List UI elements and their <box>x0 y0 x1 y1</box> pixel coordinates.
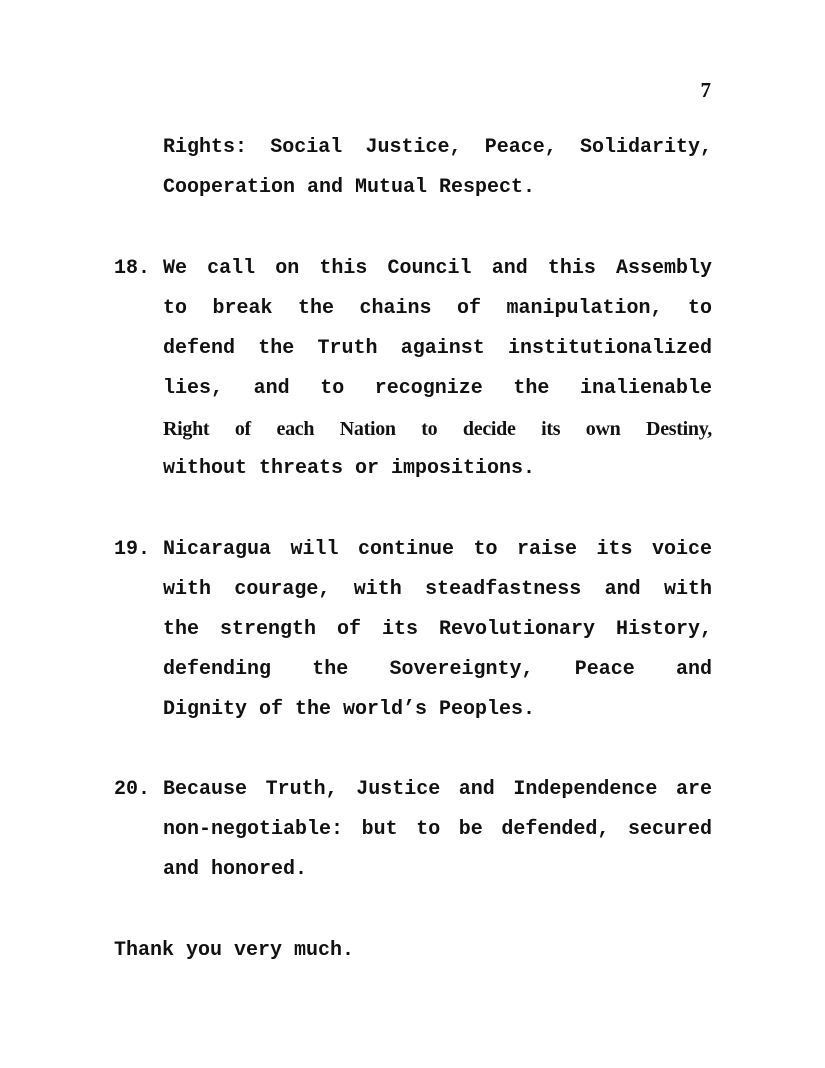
page-number: 7 <box>700 78 711 102</box>
continuation-line-1: Rights: Social Justice, Peace, Solidarity, <box>163 136 712 159</box>
item-20-line-1: Because Truth, Justice and Independence are <box>163 778 712 801</box>
item-19-number: 19. <box>114 538 151 561</box>
item-18-line-3: defend the Truth against institutionalized <box>163 337 712 360</box>
item-18-line-4: lies, and to recognize the inalienable <box>163 377 712 400</box>
item-19-line-5: Dignity of the world’s Peoples. <box>163 698 536 721</box>
item-19-line-1: Nicaragua will continue to raise its voice <box>163 538 712 561</box>
item-18-line-1: We call on this Council and this Assembly <box>163 257 712 280</box>
item-20-line-3: and honored. <box>163 858 308 881</box>
item-19-line-3: the strength of its Revolutionary History, <box>163 618 712 641</box>
continuation-line-2: Cooperation and Mutual Respect. <box>163 176 536 199</box>
item-19-line-4: defending the Sovereignty, Peace and <box>163 658 712 681</box>
item-18-number: 18. <box>114 257 151 280</box>
item-18-line-5: Right of each Nation to decide its own Destiny, <box>163 418 712 440</box>
item-18-line-2: to break the chains of manipulation, to <box>163 297 712 320</box>
closing-text: Thank you very much. <box>114 939 355 962</box>
item-20-number: 20. <box>114 778 151 801</box>
item-19-line-2: with courage, with steadfastness and with <box>163 578 712 601</box>
item-18-line-6: without threats or impositions. <box>163 457 536 480</box>
item-20-line-2: non-negotiable: but to be defended, secured <box>163 818 712 841</box>
